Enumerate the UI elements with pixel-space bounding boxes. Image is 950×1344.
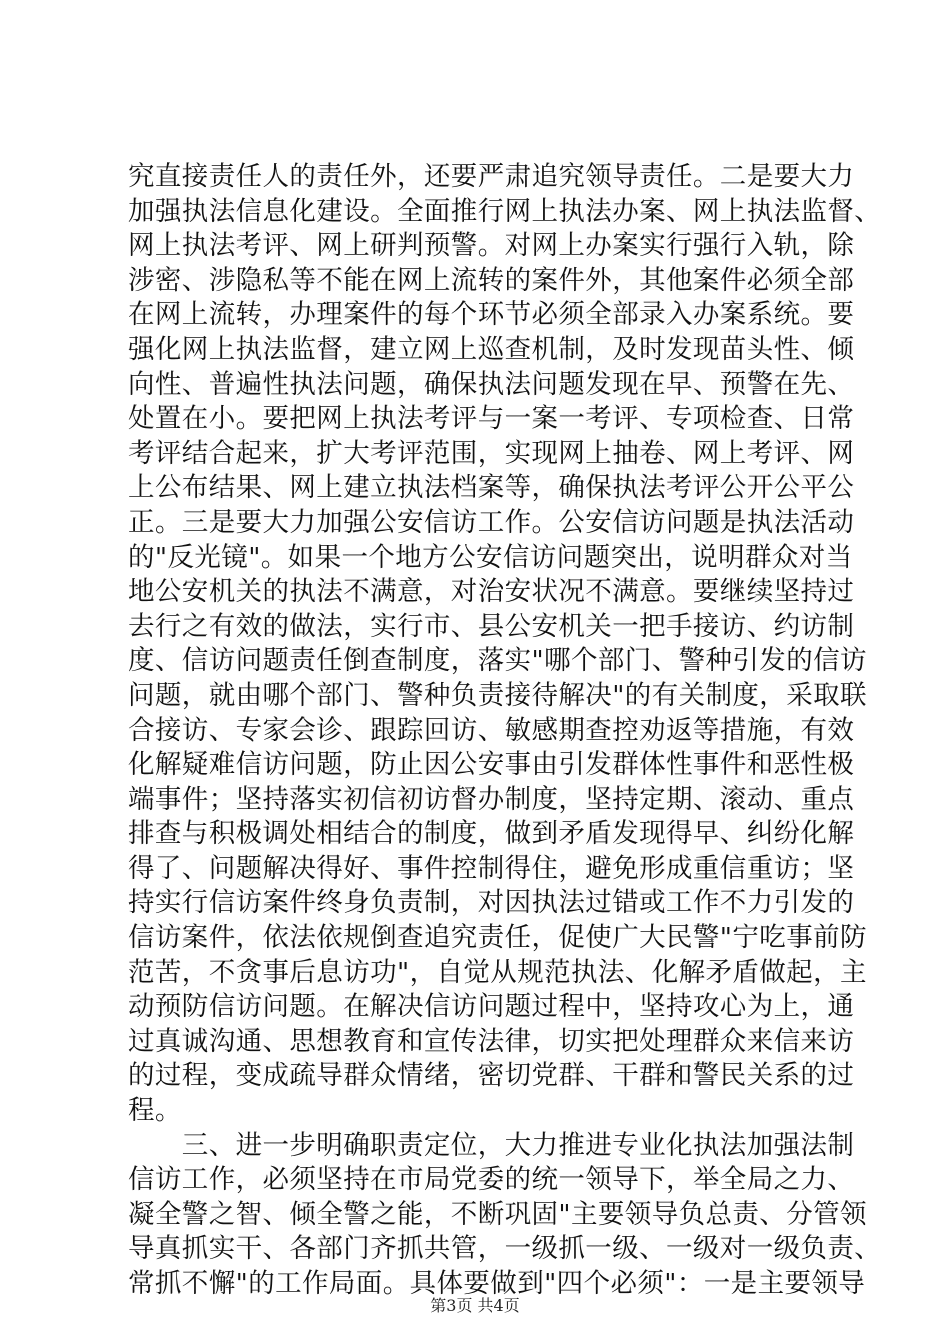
text-line: 去行之有效的做法，实行市、县公安机关一把手接访、约访制 bbox=[128, 610, 855, 642]
text-line: 的"反光镜"。如果一个地方公安信访问题突出，说明群众对当 bbox=[128, 541, 853, 573]
text-line: 考评结合起来，扩大考评范围，实现网上抽卷、网上考评、网 bbox=[128, 437, 855, 469]
text-line: 合接访、专家会诊、跟踪回访、敏感期查控劝返等措施，有效 bbox=[128, 714, 855, 746]
text-line: 过真诚沟通、思想教育和宣传法律，切实把处理群众来信来访 bbox=[128, 1025, 855, 1057]
text-line: 排查与积极调处相结合的制度，做到矛盾发现得早、纠纷化解 bbox=[128, 818, 855, 850]
text-line: 涉密、涉隐私等不能在网上流转的案件外，其他案件必须全部 bbox=[128, 264, 855, 296]
text-line: 上公布结果、网上建立执法档案等，确保执法考评公开公平公 bbox=[128, 472, 855, 504]
text-line: 的过程，变成疏导群众情绪，密切党群、干群和警民关系的过 bbox=[128, 1060, 855, 1092]
text-line: 强化网上执法监督，建立网上巡查机制，及时发现苗头性、倾 bbox=[128, 333, 855, 365]
text-line: 加强执法信息化建设。全面推行网上执法办案、网上执法监督、 bbox=[128, 195, 882, 227]
text-line: 问题，就由哪个部门、警种负责接待解决"的有关制度，采取联 bbox=[128, 679, 867, 711]
text-line: 网上执法考评、网上研判预警。对网上办案实行强行入轨，除 bbox=[128, 230, 855, 262]
page-number-footer: 第3页 共4页 bbox=[430, 1296, 520, 1315]
text-line: 动预防信访问题。在解决信访问题过程中，坚持攻心为上，通 bbox=[128, 991, 855, 1023]
text-line: 持实行信访案件终身负责制，对因执法过错或工作不力引发的 bbox=[128, 887, 855, 919]
text-line: 正。三是要大力加强公安信访工作。公安信访问题是执法活动 bbox=[128, 506, 855, 538]
paragraph-start-line: 三、进一步明确职责定位，大力推进专业化执法加强法制 bbox=[128, 1129, 855, 1161]
text-line: 凝全警之智、倾全警之能，不断巩固"主要领导负总责、分管领 bbox=[128, 1198, 867, 1230]
text-line: 度、信访问题责任倒查制度，落实"哪个部门、警种引发的信访 bbox=[128, 645, 867, 677]
text-line: 处置在小。要把网上执法考评与一案一考评、专项检查、日常 bbox=[128, 403, 855, 435]
text-line: 得了、问题解决得好、事件控制得住，避免形成重信重访；坚 bbox=[128, 852, 855, 884]
text-line: 究直接责任人的责任外，还要严肃追究领导责任。二是要大力 bbox=[128, 161, 855, 192]
text-line: 信访工作，必须坚持在市局党委的统一领导下，举全局之力、 bbox=[128, 1164, 855, 1196]
text-line: 端事件；坚持落实初信初访督办制度，坚持定期、滚动、重点 bbox=[128, 783, 855, 815]
text-line: 向性、普遍性执法问题，确保执法问题发现在早、预警在先、 bbox=[128, 368, 855, 400]
text-line: 程。 bbox=[128, 1095, 182, 1127]
text-line: 导真抓实干、各部门齐抓共管，一级抓一级、一级对一级负责、 bbox=[128, 1233, 882, 1265]
body-text bbox=[128, 160, 882, 1302]
text-line: 地公安机关的执法不满意，对治安状况不满意。要继续坚持过 bbox=[128, 576, 855, 608]
text-line: 在网上流转，办理案件的每个环节必须全部录入办案系统。要 bbox=[128, 299, 855, 331]
text-line: 信访案件，依法依规倒查追究责任，促使广大民警"宁吃事前防 bbox=[128, 922, 867, 954]
text-line: 范苦，不贪事后息访功"，自觉从规范执法、化解矛盾做起，主 bbox=[128, 956, 867, 988]
text-line: 化解疑难信访问题，防止因公安事由引发群体性事件和恶性极 bbox=[128, 749, 855, 781]
text-line: 常抓不懈"的工作局面。具体要做到"四个必须"：一是主要领导 bbox=[128, 1268, 866, 1299]
